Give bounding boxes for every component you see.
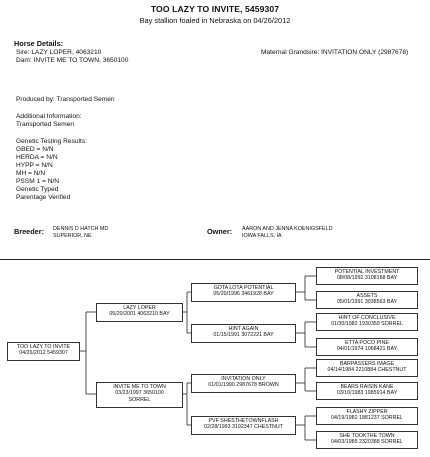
genetic-item: Genetic Typed <box>16 186 59 193</box>
genetic-item: GBED = N/N <box>16 146 54 153</box>
pedigree-sdd <box>316 338 418 356</box>
pedigree-subject <box>7 342 80 361</box>
pedigree-dsd <box>316 382 418 400</box>
horse-name: PVF SHESTHETOWNFLASH <box>208 418 279 424</box>
horse-info: 04/01/1974 1068421 BAY <box>336 346 398 353</box>
owner-location: IOWA FALLS, IA <box>242 233 282 239</box>
produced-by: Produced by: Transported Semen <box>16 96 115 103</box>
owner-name: AARON AND JENNA KOENIGSFELD <box>242 226 333 232</box>
genetic-item: Parentage Verified <box>16 194 71 201</box>
genetic-item: MH = N/N <box>16 170 46 177</box>
horse-info: 04/14/1984 2210884 CHESTNUT <box>327 367 407 374</box>
horse-info: 04/26/2012 5459307 <box>19 350 68 357</box>
pedigree-ssd <box>316 291 418 309</box>
page-title: TOO LAZY TO INVITE, 5459307 <box>150 4 280 14</box>
horse-details-heading: Horse Details: <box>14 39 64 48</box>
horse-name: BARPASSERS IMAGE <box>339 361 395 367</box>
horse-info: 05/20/1996 3461928 BAY <box>213 291 274 298</box>
genetic-item: HERDA = N/N <box>16 154 58 161</box>
horse-info-color: SORREL <box>128 396 151 403</box>
horse-info: 03/10/1983 1985914 BAY <box>336 390 398 397</box>
maternal-grandsire-line: Maternal Grandsire: INVITATION ONLY (2987678) <box>261 49 409 56</box>
additional-info-value: Transported Semen <box>16 121 75 128</box>
horse-info: 03/23/1997 3650100 <box>115 390 164 397</box>
pedigree-dam <box>96 382 183 408</box>
dam-line: Dam: INVITE ME TO TOWN, 3650100 <box>16 57 129 64</box>
breeder-label: Breeder: <box>14 227 45 236</box>
horse-name: ASSETS <box>356 293 378 299</box>
breeder-location: SUPERIOR, NE <box>53 233 92 239</box>
breeder-name: DENNIS D HATCH MD <box>53 226 109 232</box>
horse-name: LAZY LOPER <box>123 305 156 311</box>
horse-info: 04/03/1985 2320388 SORREL <box>331 439 403 446</box>
additional-info-heading: Additional Information: <box>16 113 82 120</box>
horse-name: INVITATION ONLY <box>221 376 266 382</box>
pedigree-sire <box>96 303 183 322</box>
horse-name: INVITE ME TO TOWN <box>113 384 166 390</box>
horse-info: 01/15/1991 3072221 BAY <box>213 332 274 339</box>
pedigree-ddd <box>316 431 418 449</box>
horse-name: TOO LAZY TO INVITE <box>16 344 71 350</box>
horse-name: POTENTIAL INVESTMENT <box>334 269 400 275</box>
horse-info: 04/19/1982 1881237 SORREL <box>331 415 403 422</box>
horse-info: 08/08/1992 3108168 BAY <box>336 275 398 282</box>
pedigree-dam-dam <box>191 416 296 435</box>
pedigree-sss <box>316 267 418 285</box>
horse-info: 05/20/2001 4063210 BAY <box>109 311 170 318</box>
owner-label: Owner: <box>207 227 233 236</box>
pedigree-dds <box>316 407 418 425</box>
horse-name: SHE TOOKTHE TOWN <box>339 433 395 439</box>
horse-name: BEARS RAISIN KANE <box>340 384 394 390</box>
pedigree-sire-sire <box>191 283 296 302</box>
horse-info: 05/01/1991 3038563 BAY <box>336 299 398 306</box>
page-subtitle: Bay stallion foaled in Nebraska on 04/26/2012 <box>139 16 291 25</box>
genetic-item: PSSM 1 = N/N <box>16 178 60 185</box>
pedigree-dam-sire <box>191 374 296 393</box>
horse-info: 01/01/1990 2987678 BROWN <box>208 382 279 389</box>
horse-name: FLASHY ZIPPER <box>346 409 388 415</box>
pedigree-sire-dam <box>191 324 296 343</box>
pedigree-sds <box>316 313 418 331</box>
horse-name: HINT OF CONCLUSIVE <box>338 315 396 321</box>
sire-line: Sire: LAZY LOPER, 4063210 <box>16 49 102 56</box>
horse-info: 02/28/1993 3192347 CHESTNUT <box>204 424 283 431</box>
pedigree-dss <box>316 359 418 377</box>
genetic-heading: Genetic Testing Results: <box>16 138 87 145</box>
horse-info: 01/30/1982 1930359 SORREL <box>331 321 403 328</box>
horse-name: GOTA LOTA POTENTIAL <box>213 285 274 291</box>
horse-name: HINT AGAIN <box>228 326 259 332</box>
horse-name: ETTA POCO PINE <box>345 340 389 346</box>
genetic-item: HYPP = N/N <box>16 162 53 169</box>
